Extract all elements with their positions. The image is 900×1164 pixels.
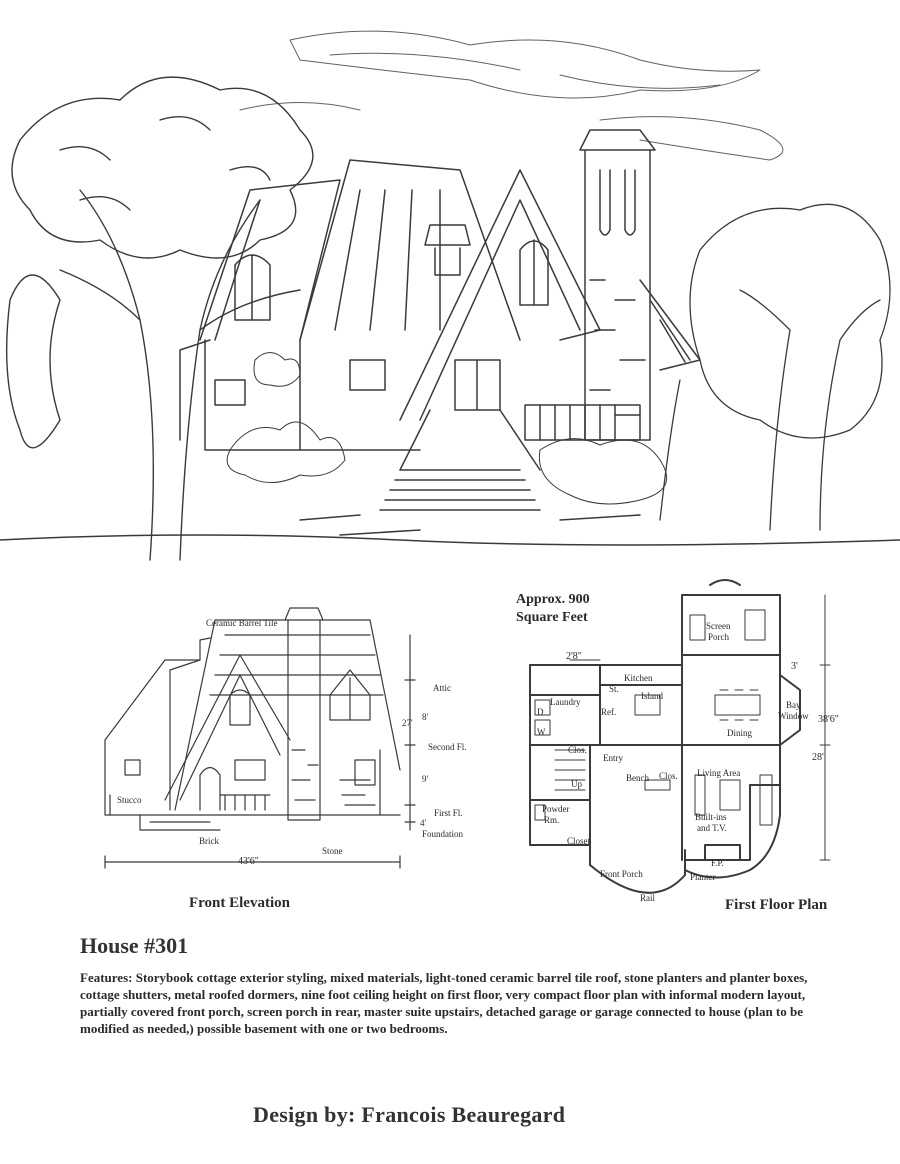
label-brick: Brick <box>199 836 219 846</box>
label-window: Window <box>778 711 809 721</box>
left-tree <box>7 77 313 560</box>
label-planter: Planter <box>690 872 716 882</box>
label-kitchen: Kitchen <box>624 673 653 683</box>
label-screen: Screen <box>706 621 731 631</box>
floor-plan-drawing <box>510 575 840 905</box>
label-stone: Stone <box>322 846 343 856</box>
label-dim-4: 4' <box>420 818 427 828</box>
first-floor-plan-caption: First Floor Plan <box>725 897 828 913</box>
label-rm: Rm. <box>544 815 560 825</box>
label-dining: Dining <box>727 728 753 738</box>
right-trees <box>660 204 890 530</box>
label-foundation: Foundation <box>422 829 464 839</box>
dim-3: 3' <box>791 661 798 672</box>
label-up: Up <box>571 779 582 789</box>
label-dim-27: 27' <box>402 718 413 728</box>
designer-credit: Design by: Francois Beauregard <box>253 1102 566 1127</box>
dim-28: 28' <box>812 752 824 763</box>
label-width: 43'6" <box>238 856 259 867</box>
label-bench: Bench <box>626 773 649 783</box>
dim-2-8: 2'8" <box>566 651 582 662</box>
label-built-ins: Built-ins <box>695 812 727 822</box>
label-first-floor: First Fl. <box>434 808 463 818</box>
label-porch: Porch <box>708 632 729 642</box>
perspective-sketch <box>0 0 900 570</box>
label-dim-8: 8' <box>422 712 429 722</box>
area-line-1: Approx. 900 <box>516 592 590 607</box>
label-w: W <box>537 727 546 737</box>
label-ref: Ref. <box>601 707 617 717</box>
features-paragraph: Features: Storybook cottage exterior styling, mixed materials, light-toned ceramic barrel tile roof, stone planters and planter boxes, cottage shutters, metal roofed dormers, nine foot ceiling height on first floor, very compact floor plan with informal modern layout, partially covered front porch, screen porch in rear, master suite upstairs, detached garage or garage connected to house (plan to be modified as needed,) possible basement with one or two bedrooms. <box>80 970 808 1036</box>
label-and-tv: and T.V. <box>697 823 727 833</box>
label-island: Island <box>641 691 663 701</box>
label-clos-2: Clos. <box>659 771 678 781</box>
label-rail: Rail <box>640 893 655 903</box>
label-second-floor: Second Fl. <box>428 742 467 752</box>
label-st: St. <box>609 684 619 694</box>
label-clos-1: Clos. <box>568 745 587 755</box>
label-stucco: Stucco <box>117 795 142 805</box>
label-fp: F.P. <box>711 858 724 868</box>
cloud-strokes <box>240 31 783 160</box>
label-dim-9: 9' <box>422 774 429 784</box>
front-elevation-drawing <box>80 600 480 900</box>
label-closet: Closet <box>567 836 591 846</box>
house-drawing <box>0 130 900 545</box>
dim-38-6: 38'6" <box>818 714 839 725</box>
label-front-porch: Front Porch <box>600 869 643 879</box>
house-title: House #301 <box>80 933 189 958</box>
label-d: D <box>537 707 544 717</box>
label-bay: Bay <box>786 700 801 710</box>
area-line-2: Square Feet <box>516 610 588 625</box>
label-entry: Entry <box>603 753 623 763</box>
label-powder: Powder <box>542 804 570 814</box>
label-living: Living Area <box>697 768 741 778</box>
front-elevation-caption: Front Elevation <box>189 895 290 911</box>
label-ceramic-barrel-tile: Ceramic Barrel Tile <box>206 618 278 628</box>
label-laundry: Laundry <box>550 697 581 707</box>
label-attic: Attic <box>433 683 451 693</box>
